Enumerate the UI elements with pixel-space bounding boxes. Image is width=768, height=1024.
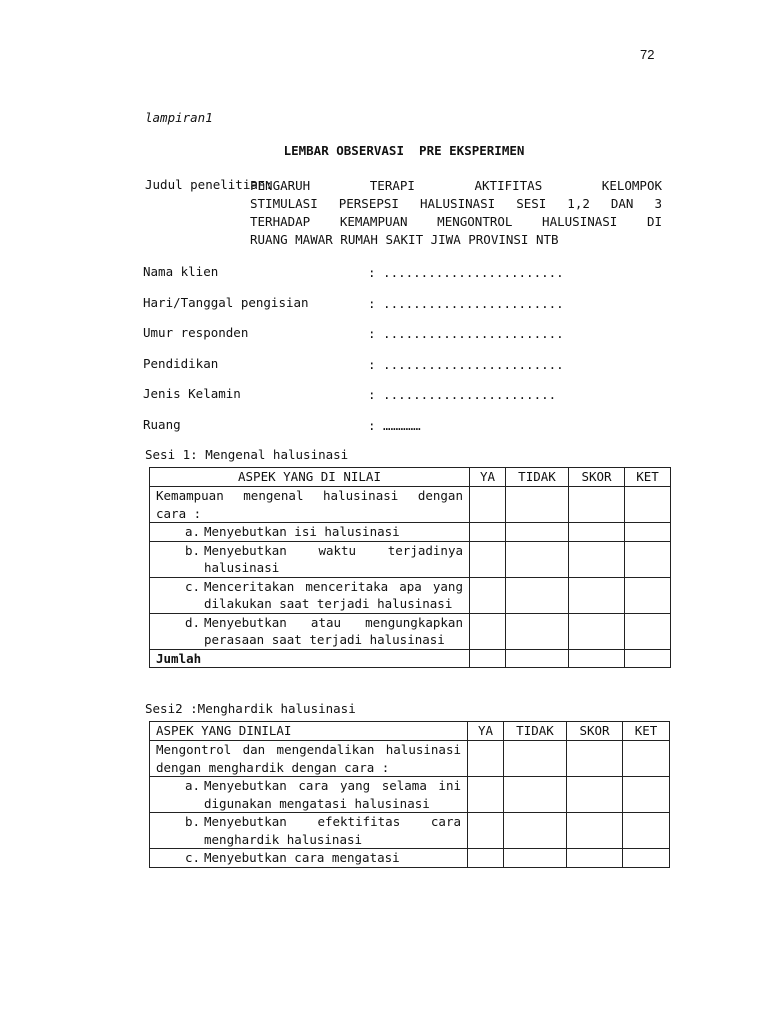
table-row (150, 541, 671, 577)
column-header-ya: YA (468, 722, 504, 741)
session1-table (149, 467, 671, 668)
ket-cell[interactable] (623, 813, 670, 849)
item-text: Menyebutkan efektifitas cara menghardik halusinasi (204, 814, 461, 847)
table-header-row (150, 468, 671, 487)
tidak-cell[interactable] (506, 541, 569, 577)
skor-cell[interactable] (567, 849, 623, 868)
item-text: Menceritakan menceritaka apa yang dilakukan saat terjadi halusinasi (204, 578, 463, 611)
ket-cell[interactable] (625, 577, 671, 613)
table-row (150, 487, 671, 523)
aspect-intro: Kemampuan mengenal halusinasi dengan cara : (150, 487, 470, 523)
tidak-cell[interactable] (506, 649, 569, 668)
ya-cell[interactable] (470, 487, 506, 523)
item-letter: b. (184, 542, 200, 558)
attachment-label: lampiran1 (145, 110, 213, 125)
field-label-client-name: Nama klien (143, 264, 219, 279)
column-header-tidak: TIDAK (506, 468, 569, 487)
field-label-education: Pendidikan (143, 356, 219, 371)
field-value-education[interactable]: : ........................ (368, 357, 564, 372)
skor-cell[interactable] (569, 487, 625, 523)
field-label-room: Ruang (143, 417, 181, 432)
item-letter: c. (184, 850, 200, 865)
item-text: Menyebutkan atau mengungkapkan perasaan saat terjadi halusinasi (204, 614, 463, 647)
total-label: Jumlah (150, 649, 470, 668)
tidak-cell[interactable] (504, 741, 567, 777)
column-header-aspect: ASPEK YANG DINILAI (150, 722, 468, 741)
research-title (250, 177, 662, 249)
field-label-date: Hari/Tanggal pengisian (143, 295, 309, 310)
tidak-cell[interactable] (504, 849, 567, 868)
item-letter: d. (184, 614, 200, 630)
ya-cell[interactable] (470, 649, 506, 668)
skor-cell[interactable] (567, 813, 623, 849)
ket-cell[interactable] (625, 613, 671, 649)
ket-cell[interactable] (623, 777, 670, 813)
column-header-ya: YA (470, 468, 506, 487)
tidak-cell[interactable] (506, 523, 569, 542)
ya-cell[interactable] (468, 813, 504, 849)
item-text: Menyebutkan cara yang selama ini digunakan mengatasi halusinasi (204, 778, 461, 811)
item-text: Menyebutkan cara mengatasi (204, 850, 400, 865)
item-letter: a. (184, 524, 200, 539)
item-text: Menyebutkan waktu terjadinya halusinasi (204, 542, 463, 575)
tidak-cell[interactable] (506, 613, 569, 649)
skor-cell[interactable] (569, 613, 625, 649)
skor-cell[interactable] (569, 541, 625, 577)
aspect-item (150, 541, 470, 577)
table-row (150, 741, 670, 777)
research-title-line: RUANG MAWAR RUMAH SAKIT JIWA PROVINSI NTB (250, 232, 559, 247)
document-title: LEMBAR OBSERVASI PRE EKSPERIMEN (283, 143, 525, 158)
research-title-label: Judul penelitian: (145, 177, 273, 192)
skor-cell[interactable] (569, 523, 625, 542)
table-row-total (150, 649, 671, 668)
table-row (150, 813, 670, 849)
ket-cell[interactable] (623, 849, 670, 868)
ya-cell[interactable] (470, 523, 506, 542)
item-text: Menyebutkan isi halusinasi (204, 524, 400, 539)
ket-cell[interactable] (625, 541, 671, 577)
field-value-client-name[interactable]: : ........................ (368, 265, 564, 280)
skor-cell[interactable] (569, 649, 625, 668)
ya-cell[interactable] (470, 613, 506, 649)
research-title-line: STIMULASI PERSEPSI HALUSINASI SESI 1,2 DAN 3 (250, 196, 662, 211)
column-header-aspect: ASPEK YANG DI NILAI (150, 468, 470, 487)
column-header-skor: SKOR (569, 468, 625, 487)
aspect-item (150, 613, 470, 649)
ket-cell[interactable] (625, 523, 671, 542)
session2-title: Sesi2 :Menghardik halusinasi (145, 701, 356, 716)
column-header-ket: KET (625, 468, 671, 487)
aspect-item (150, 813, 468, 849)
ya-cell[interactable] (468, 777, 504, 813)
ya-cell[interactable] (470, 577, 506, 613)
tidak-cell[interactable] (506, 577, 569, 613)
column-header-ket: KET (623, 722, 670, 741)
item-letter: a. (184, 778, 200, 793)
aspect-item (150, 523, 470, 542)
ya-cell[interactable] (470, 541, 506, 577)
research-title-line: TERHADAP KEMAMPUAN MENGONTROL HALUSINASI DI (250, 214, 662, 229)
tidak-cell[interactable] (506, 487, 569, 523)
ket-cell[interactable] (623, 741, 670, 777)
table-row (150, 523, 671, 542)
ya-cell[interactable] (468, 741, 504, 777)
field-label-gender: Jenis Kelamin (143, 386, 241, 401)
column-header-skor: SKOR (567, 722, 623, 741)
aspect-intro: Mengontrol dan mengendalikan halusinasi dengan menghardik dengan cara : (150, 741, 468, 777)
table-header-row (150, 722, 670, 741)
aspect-item (150, 849, 468, 868)
aspect-item (150, 777, 468, 813)
tidak-cell[interactable] (504, 813, 567, 849)
field-value-gender[interactable]: : ....................... (368, 387, 557, 402)
table-row (150, 613, 671, 649)
session1-title: Sesi 1: Mengenal halusinasi (145, 447, 349, 462)
session2-table (149, 721, 670, 868)
field-label-age: Umur responden (143, 325, 249, 340)
item-letter: c. (184, 578, 200, 594)
aspect-item (150, 577, 470, 613)
skor-cell[interactable] (569, 577, 625, 613)
tidak-cell[interactable] (504, 777, 567, 813)
skor-cell[interactable] (567, 777, 623, 813)
field-value-date[interactable]: : ........................ (368, 296, 564, 311)
table-row (150, 849, 670, 868)
table-row (150, 777, 670, 813)
column-header-tidak: TIDAK (504, 722, 567, 741)
ya-cell[interactable] (468, 849, 504, 868)
page-number: 72 (640, 47, 655, 62)
table-row (150, 577, 671, 613)
field-value-room[interactable]: : …………… (368, 418, 421, 433)
research-title-line: PENGARUH TERAPI AKTIFITAS KELOMPOK (250, 178, 662, 193)
skor-cell[interactable] (567, 741, 623, 777)
field-value-age[interactable]: : ........................ (368, 326, 564, 341)
ket-cell[interactable] (625, 487, 671, 523)
item-letter: b. (184, 814, 200, 829)
ket-cell[interactable] (625, 649, 671, 668)
